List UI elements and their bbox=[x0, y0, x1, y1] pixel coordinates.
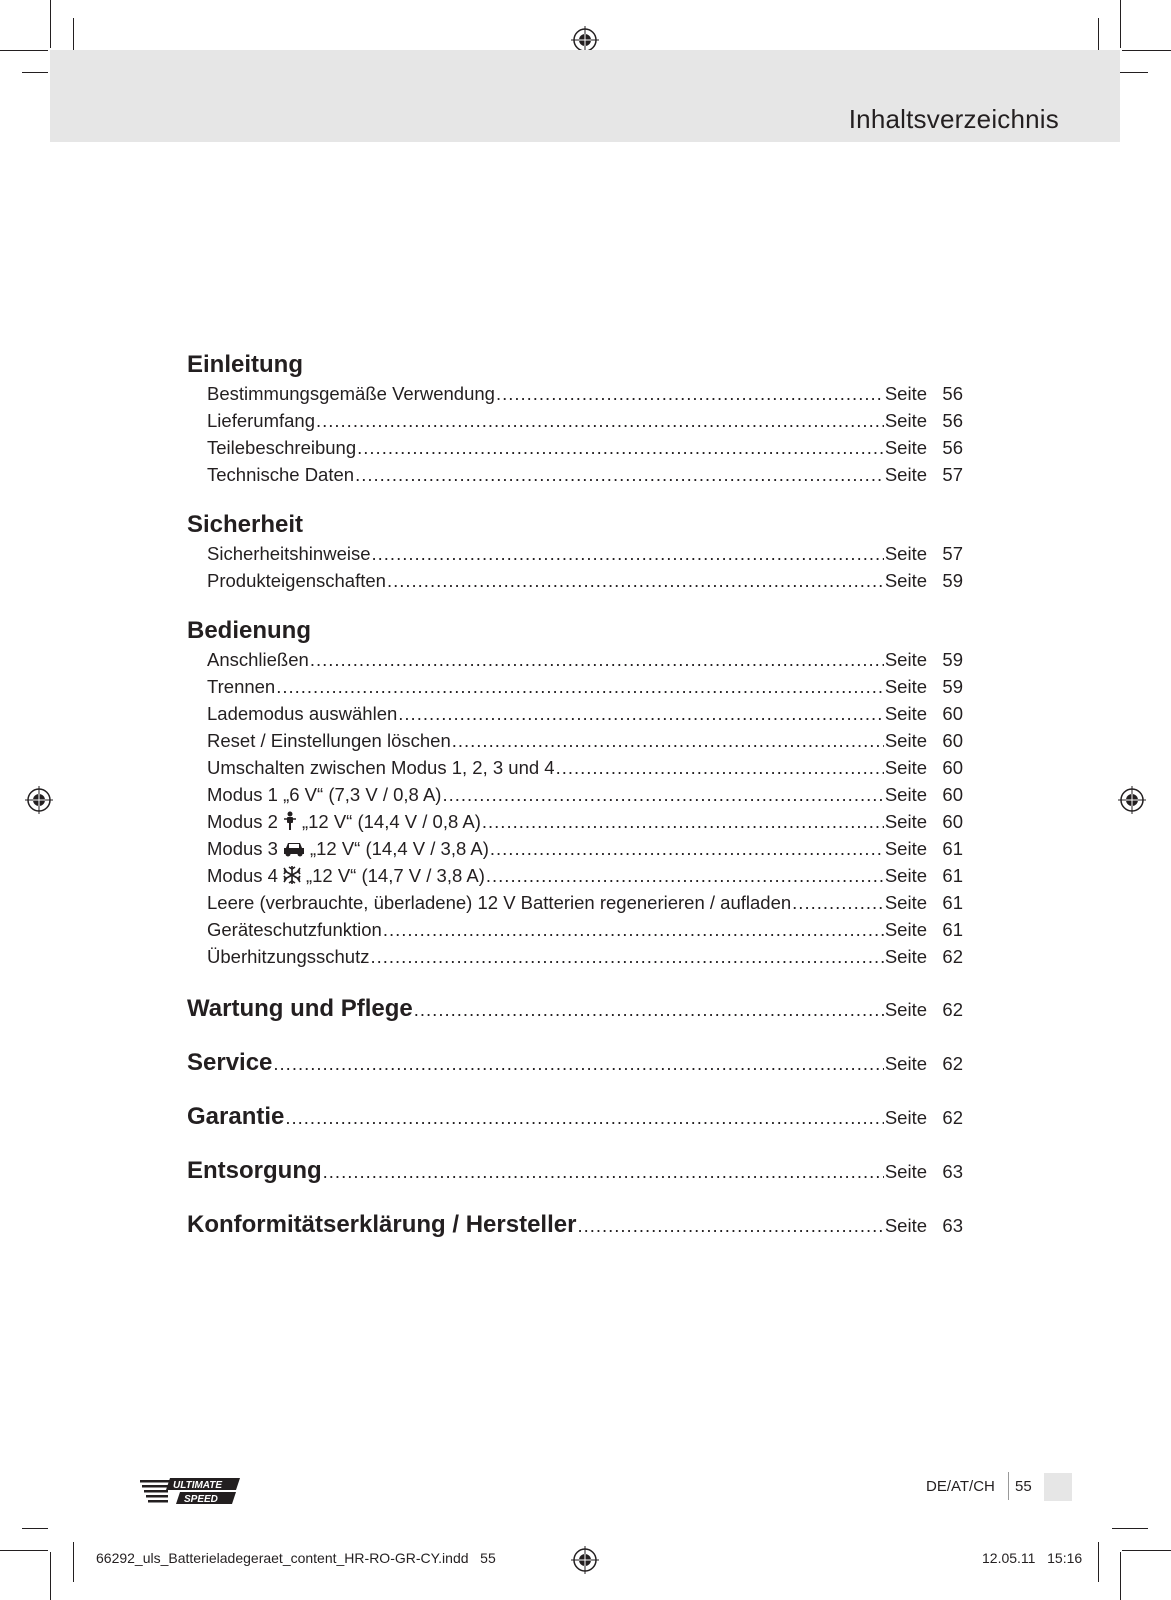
crop-mark bbox=[1112, 1528, 1148, 1529]
entry-seite: Seite bbox=[884, 464, 927, 485]
entry-seite: Seite bbox=[884, 757, 927, 778]
entry-label: Geräteschutzfunktion bbox=[207, 919, 382, 940]
toc-entry[interactable] bbox=[187, 567, 963, 594]
entry-label: Anschließen bbox=[207, 649, 309, 670]
dot-leader bbox=[792, 889, 884, 916]
section-title: Bedienung bbox=[187, 617, 311, 644]
entry-page: 61 bbox=[942, 892, 963, 913]
toc-main-entry[interactable] bbox=[187, 1144, 963, 1198]
dot-leader bbox=[310, 646, 884, 673]
crop-mark bbox=[1120, 0, 1121, 48]
entry-page: 62 bbox=[942, 946, 963, 967]
dot-leader bbox=[486, 862, 884, 889]
toc-entry[interactable] bbox=[187, 808, 963, 835]
main-entry-label: Wartung und Pflege bbox=[187, 995, 413, 1022]
toc-entry[interactable] bbox=[187, 781, 963, 808]
dot-leader bbox=[442, 781, 883, 808]
entry-label: Trennen bbox=[207, 676, 276, 697]
entry-page: 60 bbox=[942, 757, 963, 778]
entry-seite: Seite bbox=[884, 410, 927, 431]
toc-entry[interactable] bbox=[187, 700, 963, 727]
crop-mark bbox=[1098, 18, 1099, 50]
dot-leader bbox=[496, 380, 884, 407]
entry-label: Überhitzungsschutz bbox=[207, 946, 370, 967]
entry-label bbox=[207, 835, 489, 862]
crop-mark bbox=[1120, 1552, 1121, 1600]
dot-leader bbox=[273, 1037, 883, 1091]
entry-label: Sicherheitshinweise bbox=[207, 543, 371, 564]
page-tab-box bbox=[1044, 1473, 1072, 1501]
crop-mark bbox=[0, 1550, 48, 1551]
entry-page: 62 bbox=[942, 1107, 963, 1128]
entry-label: Leere (verbrauchte, überladene) 12 V Batterien regenerieren / aufladen bbox=[207, 892, 792, 913]
entry-label-post: „12 V“ (14,4 V / 3,8 A) bbox=[309, 838, 489, 859]
entry-seite: Seite bbox=[884, 838, 927, 859]
dot-leader bbox=[372, 540, 884, 567]
entry-label: Modus 1 „6 V“ (7,3 V / 0,8 A) bbox=[207, 784, 442, 805]
entry-page: 60 bbox=[942, 784, 963, 805]
registration-mark-icon bbox=[25, 786, 53, 814]
entry-page: 57 bbox=[942, 543, 963, 564]
crop-mark bbox=[50, 0, 51, 48]
dot-leader bbox=[370, 943, 883, 970]
entry-seite: Seite bbox=[884, 676, 927, 697]
toc-section-sicherheit bbox=[187, 510, 963, 594]
entry-label-post: „12 V“ (14,7 V / 3,8 A) bbox=[305, 865, 485, 886]
slug-timestamp: 12.05.11 15:16 bbox=[982, 1550, 1083, 1566]
entry-seite: Seite bbox=[884, 649, 927, 670]
entry-seite: Seite bbox=[884, 784, 927, 805]
entry-seite: Seite bbox=[884, 865, 927, 886]
section-title: Sicherheit bbox=[187, 511, 304, 538]
crop-mark bbox=[1098, 1542, 1099, 1582]
entry-seite: Seite bbox=[884, 892, 927, 913]
entry-label: Technische Daten bbox=[207, 464, 355, 485]
entry-label: Umschalten zwischen Modus 1, 2, 3 und 4 bbox=[207, 757, 555, 778]
main-entry-label: Konformitätserklärung / Hersteller bbox=[187, 1211, 577, 1238]
toc-entry[interactable] bbox=[187, 540, 963, 567]
entry-seite: Seite bbox=[884, 730, 927, 751]
dot-leader bbox=[357, 434, 884, 461]
toc-main-entry[interactable] bbox=[187, 1090, 963, 1144]
dot-leader bbox=[276, 673, 884, 700]
language-code: DE/AT/CH bbox=[926, 1478, 995, 1495]
dot-leader bbox=[482, 808, 884, 835]
entry-seite: Seite bbox=[884, 1161, 927, 1182]
entry-page: 56 bbox=[942, 383, 963, 404]
toc-main-entry[interactable] bbox=[187, 982, 963, 1036]
logo-text: ULTIMATE bbox=[173, 1480, 223, 1491]
dot-leader bbox=[490, 835, 884, 862]
entry-label-pre: Modus 3 bbox=[207, 838, 278, 859]
toc-entry[interactable] bbox=[187, 407, 963, 434]
entry-label bbox=[207, 808, 481, 835]
toc-entry[interactable] bbox=[187, 943, 963, 970]
toc-entry[interactable] bbox=[187, 461, 963, 488]
entry-label: Teilebeschreibung bbox=[207, 437, 357, 458]
entry-seite: Seite bbox=[884, 383, 927, 404]
dot-leader bbox=[383, 916, 884, 943]
entry-label: Reset / Einstellungen löschen bbox=[207, 730, 451, 751]
toc-entry[interactable] bbox=[187, 380, 963, 407]
page-title: Inhaltsverzeichnis bbox=[848, 104, 1059, 134]
main-entry-label: Garantie bbox=[187, 1103, 285, 1130]
toc-entry[interactable] bbox=[187, 646, 963, 673]
entry-seite: Seite bbox=[884, 946, 927, 967]
snowflake-icon bbox=[282, 865, 302, 885]
entry-seite: Seite bbox=[884, 1053, 927, 1074]
dot-leader bbox=[414, 983, 884, 1037]
dot-leader bbox=[577, 1199, 883, 1253]
entry-page: 63 bbox=[942, 1161, 963, 1182]
spacer bbox=[187, 970, 963, 982]
entry-label-post: „12 V“ (14,4 V / 0,8 A) bbox=[301, 811, 481, 832]
crop-mark bbox=[22, 72, 48, 73]
page-number: 55 bbox=[1015, 1478, 1032, 1495]
entry-page: 56 bbox=[942, 437, 963, 458]
entry-label: Lieferumfang bbox=[207, 410, 315, 431]
crop-mark bbox=[22, 1528, 48, 1529]
dot-leader bbox=[398, 700, 884, 727]
entry-page: 60 bbox=[942, 730, 963, 751]
crop-mark bbox=[73, 1542, 74, 1582]
entry-page: 59 bbox=[942, 649, 963, 670]
dot-leader bbox=[323, 1145, 884, 1199]
toc-main-entry[interactable] bbox=[187, 1198, 963, 1252]
ultimate-speed-logo bbox=[140, 1474, 248, 1508]
entry-page: 62 bbox=[942, 1053, 963, 1074]
entry-page: 63 bbox=[942, 1215, 963, 1236]
entry-label: Bestimmungsgemäße Verwendung bbox=[207, 383, 495, 404]
toc-entry[interactable] bbox=[187, 434, 963, 461]
entry-page: 62 bbox=[942, 999, 963, 1020]
entry-label-pre: Modus 4 bbox=[207, 865, 278, 886]
entry-seite: Seite bbox=[884, 999, 927, 1020]
spacer bbox=[187, 488, 963, 510]
entry-page: 61 bbox=[942, 919, 963, 940]
entry-page: 59 bbox=[942, 570, 963, 591]
entry-seite: Seite bbox=[884, 1107, 927, 1128]
entry-label bbox=[207, 862, 485, 889]
toc-entry[interactable] bbox=[187, 835, 963, 862]
toc-entry[interactable] bbox=[187, 862, 963, 889]
dot-leader bbox=[355, 461, 884, 488]
toc-section-bedienung bbox=[187, 616, 963, 970]
registration-mark-icon bbox=[571, 1546, 599, 1574]
logo-text: SPEED bbox=[184, 1494, 218, 1505]
motorcycle-icon bbox=[282, 811, 298, 831]
entry-label: Produkteigenschaften bbox=[207, 570, 386, 591]
toc-entry[interactable] bbox=[187, 916, 963, 943]
car-icon bbox=[282, 840, 306, 858]
entry-seite: Seite bbox=[884, 437, 927, 458]
toc-main-entry[interactable] bbox=[187, 1036, 963, 1090]
crop-mark bbox=[73, 18, 74, 50]
section-title: Einleitung bbox=[187, 351, 303, 378]
entry-page: 57 bbox=[942, 464, 963, 485]
slug-filename: 66292_uls_Batterieladegeraet_content_HR-RO-GR-CY.indd 55 bbox=[96, 1550, 496, 1566]
entry-label-pre: Modus 2 bbox=[207, 811, 278, 832]
divider bbox=[1008, 1472, 1009, 1500]
dot-leader bbox=[387, 567, 884, 594]
dot-leader bbox=[556, 754, 884, 781]
entry-page: 61 bbox=[942, 838, 963, 859]
entry-page: 60 bbox=[942, 703, 963, 724]
entry-page: 60 bbox=[942, 811, 963, 832]
crop-mark bbox=[1122, 50, 1171, 51]
registration-mark-icon bbox=[1118, 786, 1146, 814]
entry-page: 59 bbox=[942, 676, 963, 697]
table-of-contents bbox=[187, 350, 963, 1252]
toc-entry[interactable] bbox=[187, 889, 963, 916]
crop-mark bbox=[50, 1552, 51, 1600]
entry-seite: Seite bbox=[884, 570, 927, 591]
entry-seite: Seite bbox=[884, 811, 927, 832]
entry-page: 61 bbox=[942, 865, 963, 886]
toc-entry[interactable] bbox=[187, 727, 963, 754]
entry-seite: Seite bbox=[884, 543, 927, 564]
crop-mark bbox=[0, 50, 48, 51]
dot-leader bbox=[452, 727, 884, 754]
entry-seite: Seite bbox=[884, 1215, 927, 1236]
entry-seite: Seite bbox=[884, 919, 927, 940]
dot-leader bbox=[316, 407, 884, 434]
toc-section-einleitung bbox=[187, 350, 963, 488]
spacer bbox=[187, 594, 963, 616]
main-entry-label: Service bbox=[187, 1049, 273, 1076]
toc-entry[interactable] bbox=[187, 673, 963, 700]
entry-label: Lademodus auswählen bbox=[207, 703, 398, 724]
crop-mark bbox=[1122, 1550, 1171, 1551]
main-entry-label: Entsorgung bbox=[187, 1157, 322, 1184]
toc-entry[interactable] bbox=[187, 754, 963, 781]
entry-page: 56 bbox=[942, 410, 963, 431]
entry-seite: Seite bbox=[884, 703, 927, 724]
dot-leader bbox=[285, 1091, 883, 1145]
